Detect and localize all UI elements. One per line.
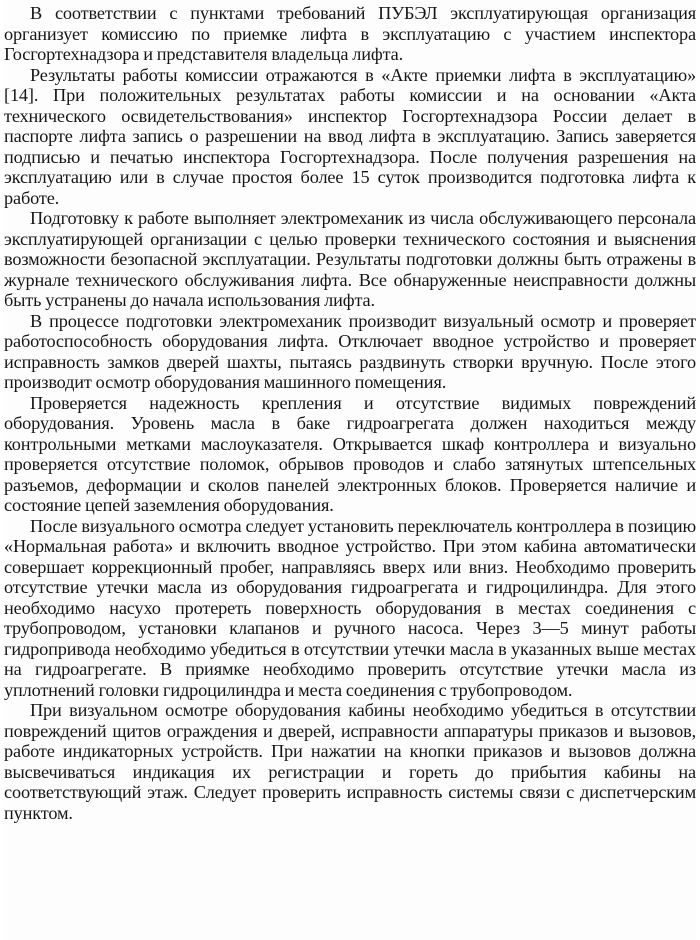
paragraph-3: Подготовку к работе выполняет электромеханик из числа обслуживающего персонала эксплуатирующей организации с целью проверки технического состояния и выяснения возможности безопасной эксплуатации. Результаты подготовки должны быть отражены в журнале технического обслуживания лифта. Все обнаруженные неисправности должны быть устранены до начала использования лифта.	[4, 208, 696, 310]
paragraph-7: При визуальном осмотре оборудования кабины необходимо убедиться в отсутствии повреждений щитов ограждения и дверей, исправности аппаратуры приказов и вызовов, работе индикаторных устройств. При нажатии на кнопки приказов и вызовов должна высвечиваться индикация их регистрации и гореть до прибытия кабины на соответствующий этаж. Следует проверить исправность системы связи с диспетчерским пунктом.	[4, 700, 696, 823]
paragraph-6: После визуального осмотра следует установить переключатель контроллера в позицию «Нормальная работа» и включить вводное устройство. При этом кабина автоматически совершает коррекционный пробег, направляясь вверх или вниз. Необходимо проверить отсутствие утечки масла из оборудования гидроагрегата и гидроцилиндра. Для этого необходимо насухо протереть поверхность оборудования в местах соединения с трубопроводом, установки клапанов и ручного насоса. Через 3—5 минут работы гидропривода необходимо убедиться в отсутствии утечки масла в указанных выше местах на гидроагрегате. В приямке необходимо проверить отсутствие утечки масла из уплотнений головки гидроцилиндра и места соединения с трубопроводом.	[4, 515, 696, 700]
paragraph-5: Проверяется надежность крепления и отсутствие видимых повреждений оборудования. Уровень масла в баке гидроагрегата должен находиться между контрольными метками маслоуказателя. Открывается шкаф контроллера и визуально проверяется отсутствие поломок, обрывов проводов и слабо затянутых штепсельных разъемов, деформации и сколов панелей электронных блоков. Проверяется наличие и состояние цепей заземления оборудования.	[4, 392, 696, 515]
paragraph-2: Результаты работы комиссии отражаются в «Акте приемки лифта в эксплуатацию» [14]. При положительных результатах работы комиссии и на основании «Акта технического освидетельствования» инспектор Госгортехнадзора России делает в паспорте лифта запись о разрешении на ввод лифта в эксплуатацию. Запись заверяется подписью и печатью инспектора Госгортехнадзора. После получения разрешения на эксплуатацию или в случае простоя более 15 суток производится подготовка лифта к работе.	[4, 64, 696, 208]
paragraph-4: В процессе подготовки электромеханик производит визуальный осмотр и проверяет работоспособность оборудования лифта. Отключает вводное устройство и проверяет исправность замков дверей шахты, пытаясь раздвинуть створки вручную. После этого производит осмотр оборудования машинного помещения.	[4, 310, 696, 392]
paragraph-1: В соответствии с пунктами требований ПУБЭЛ эксплуатирующая организация организует комиссию по приемке лифта в эксплуатацию с участием инспектора Госгортехнадзора и представителя владельца лифта.	[4, 3, 696, 64]
document-page	[4, 0, 696, 940]
